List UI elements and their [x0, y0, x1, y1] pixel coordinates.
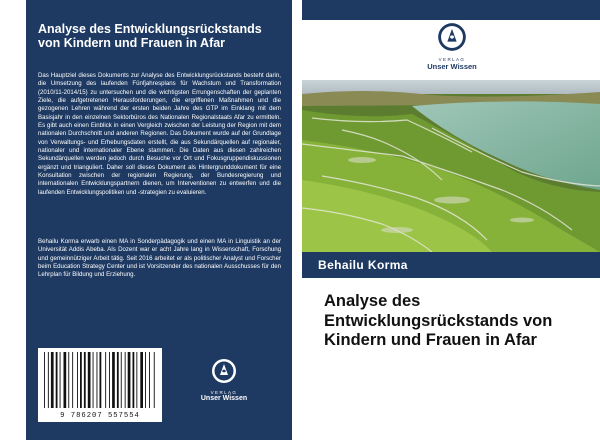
- front-cover: [302, 0, 600, 440]
- back-cover-title: Analyse des Entwicklungsrückstands von Kindern und Frauen in Afar: [38, 22, 262, 50]
- publisher-emblem-icon: [437, 22, 467, 52]
- isbn-number: 9 786207 557554: [60, 412, 140, 420]
- publisher-logo-back: [184, 358, 264, 402]
- author-band: [302, 252, 600, 278]
- publisher-emblem-icon: [211, 358, 237, 384]
- publisher-name-front: Unser Wissen: [427, 62, 477, 71]
- front-top-band: [302, 0, 600, 20]
- barcode-bars: [42, 352, 158, 408]
- cover-photo: [302, 80, 600, 252]
- publisher-logo-front: [412, 22, 492, 71]
- spine: [292, 0, 302, 440]
- isbn-barcode: [38, 348, 162, 422]
- publisher-word-front: VERLAG: [438, 57, 466, 62]
- publisher-word-back: VERLAG: [210, 390, 238, 395]
- back-cover-blurb: Das Hauptziel dieses Dokuments zur Analyse des Entwicklungsrückstands besteht darin, die Umsetzung des laufenden Fünfjahresplans für Wachstum und Transformation (2010/11-2014/15) zu untersuchen und die wichtigsten Errungenschaften der geplanten Ziele, die aufgetretenen Herausforderungen, die ergriffenen Maßnahmen und die gezogenen Lehren während der ersten beiden Jahre des GTP im Einklang mit dem Basisjahr in den einzelnen Sektorbüros des Nationalen Regionalstaats Afar zu ermitteln. Es gibt auch einen Einblick in einen Vergleich zwischen der Leistung der Region mit dem nationalen Durchschnitt und anderen Regionen. Das Dokument wurde auf der Grundlage von Verwaltungs- und Erhebungsdaten erstellt, die aus Sekundärquellen auf regionaler, nationaler und internationaler Ebene stammen. Die Daten aus diesen zahlreichen Sekundärquellen werden jedoch durch Besuche vor Ort und Fokusgruppendiskussionen ergänzt und trianguliert. Daher soll dieses Dokument als Hintergrunddokument für eine Konsultation zwischen der regionalen Regierung, der Bundesregierung und internationalen Entwicklungspartnern dienen, um Interventionen zu entwerfen und die laufenden Entwicklungspolitiken und -strategien zu evaluieren.: [38, 72, 281, 196]
- publisher-name-back: Unser Wissen: [200, 395, 248, 402]
- author-bio: Behailu Korma erwarb einen MA in Sonderpädagogik und einen MA in Linguistik an der Universität Addis Abeba. Als Dozent war er acht Jahre lang in Wissenschaft, Forschung und gemeinnütziger Arbeit tätig. Seit 2016 arbeitet er als politischer Analyst und Forscher beim Education Strategy Center und ist Vorsitzender des nationalen Ausschusses für den Lehrplan für Bildung und Erziehung.: [38, 238, 281, 279]
- back-cover: [26, 0, 292, 440]
- author-name: Behailu Korma: [318, 258, 408, 272]
- front-cover-title: Analyse des Entwicklungsrückstands von Kindern und Frauen in Afar: [324, 292, 553, 349]
